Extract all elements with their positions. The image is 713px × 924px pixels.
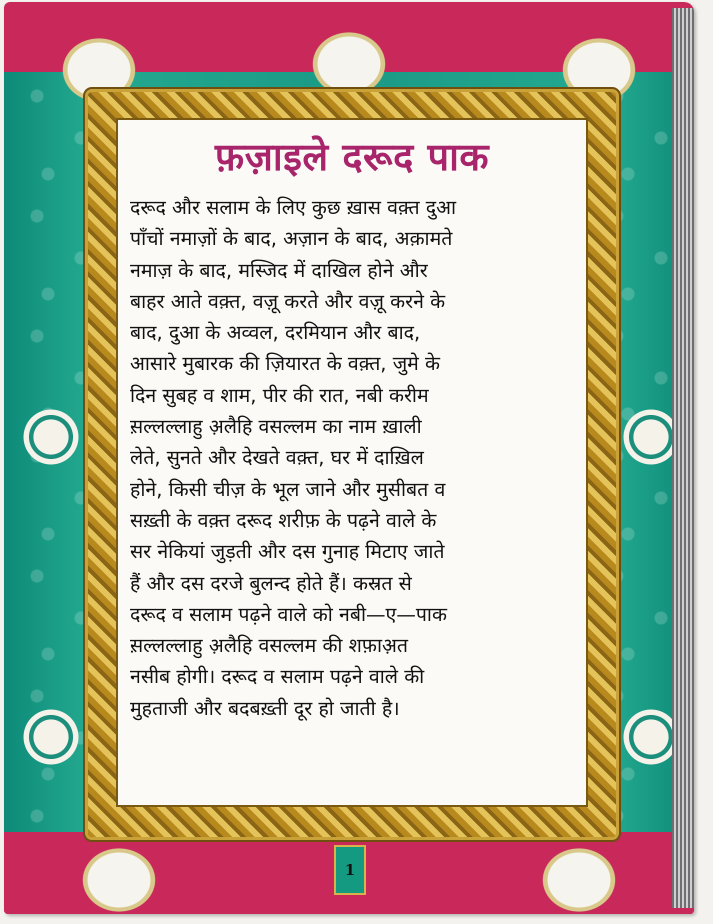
body-text [130, 192, 574, 724]
top-ornament-right [544, 22, 654, 102]
text-panel [116, 118, 588, 807]
page-number: 1 [334, 845, 366, 895]
text-line: आसारे मुबारक की ज़ियारत के वक़्त, जुमे के [130, 352, 441, 376]
book-page-edge [672, 8, 694, 908]
text-line: दरूद व सलाम पढ़ने वाले को नबी—ए—पाक [130, 602, 447, 626]
text-line: नसीब होगी। दरूद व सलाम पढ़ने वाले की [130, 665, 425, 689]
text-line: बाद, दुआ के अव्वल, दरमियान और बाद, [130, 321, 421, 345]
bottom-ornament-left [64, 832, 174, 912]
text-line: होने, किसी चीज़ के भूल जाने और मुसीबत व [130, 477, 446, 501]
book-page [4, 2, 694, 914]
text-line: दिन सुबह व शाम, पीर की रात, नबी करीम [130, 383, 429, 407]
text-line: हैं और दस दरजे बुलन्द होते हैं। कस्रत से [130, 571, 412, 595]
bottom-ornament-right [524, 832, 634, 912]
text-line: दरूद और सलाम के लिए कुछ ख़ास वक़्त दुआ [130, 196, 457, 219]
text-line: लेते, सुनते और देखते वक़्त, घर में दाख़िल [130, 446, 424, 470]
text-line: नमाज़ के बाद, मस्जिद में दाखिल होने और [130, 258, 428, 282]
text-line: सर नेकियां जुड़ती और दस गुनाह मिटाए जाते [130, 540, 445, 564]
left-flower-ornament [16, 402, 86, 472]
top-ornament-center [294, 16, 404, 96]
text-line: बाहर आते वक़्त, वज़ू करते और वज़ू करने के [130, 289, 446, 313]
gold-ornamental-frame [88, 92, 616, 837]
text-line: पाँचों नमाज़ों के बाद, अज़ान के बाद, अक़ामते [130, 227, 453, 251]
text-line: स़ल्लल्लाहु अ़लैहि वसल्लम की शफ़ाअ़त [130, 634, 409, 658]
text-line: सख़्ती के वक़्त दरूद शरीफ़ के पढ़ने वाले के [130, 508, 437, 532]
text-line: मुहताजी और बदबख़्ती दूर हो जाती है। [130, 696, 400, 720]
top-ornament-left [44, 22, 154, 102]
text-line: स़ल्लल्लाहु अ़लैहि वसल्लम का नाम ख़ाली [130, 415, 422, 439]
page-title: फ़ज़ाइले दरूद पाक [214, 135, 490, 179]
left-lower-flower-ornament [16, 702, 86, 772]
